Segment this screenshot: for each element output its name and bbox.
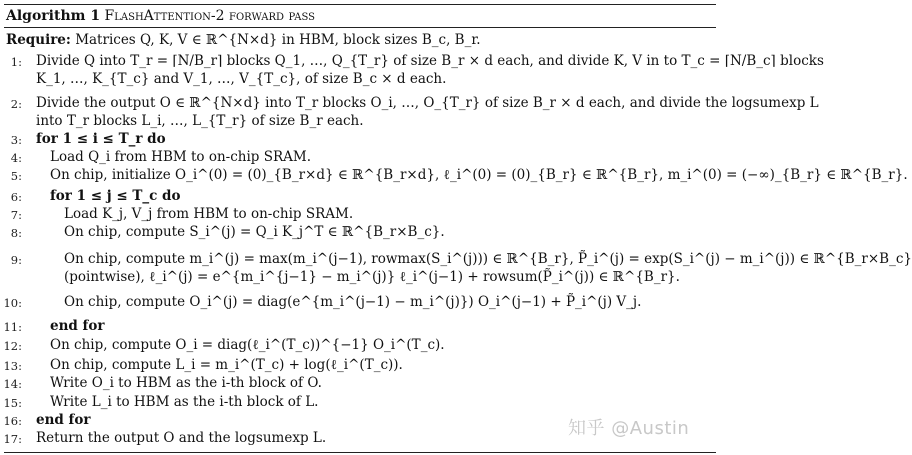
line-number: 17:: [3, 432, 22, 446]
line-text: On chip, compute O_i^(j) = diag(e^{m_i^(j−1) − m_i^(j)}) O_i^(j−1) + P̃_i^(j) V_j.: [64, 294, 642, 310]
line-number: 13:: [3, 359, 22, 373]
line-number: 14:: [3, 377, 22, 391]
line-text: On chip, initialize O_i^(0) = (0)_{B_r×d} ∈ ℝ^{B_r×d}, ℓ_i^(0) = (0)_{B_r} ∈ ℝ^{B_r}, m_i^(0) = (−∞)_{B_r} ∈ ℝ^{B_r}.: [50, 167, 908, 183]
line-text: Divide Q into T_r = ⌈N/B_r⌉ blocks Q_1, …, Q_{T_r} of size B_r × d each, and divide K, V in to T_c = ⌈N/B_c⌉ blocks: [36, 53, 824, 69]
algorithm-label: Algorithm 1: [6, 8, 101, 24]
require-keyword: Require:: [6, 32, 71, 48]
algorithm-title: [6, 7, 720, 25]
line-number: 7:: [10, 208, 22, 222]
line-number: 2:: [10, 97, 22, 111]
require-text: Matrices Q, K, V ∈ ℝ^{N×d} in HBM, block sizes B_c, B_r.: [75, 32, 481, 48]
title-rule: [4, 27, 716, 28]
line-number: 12:: [3, 339, 22, 353]
line-text: Write L_i to HBM as the i-th block of L.: [50, 394, 319, 410]
bottom-rule: [4, 452, 716, 453]
line-text: (pointwise), ℓ_i^(j) = e^{m_i^{j−1} − m_i^(j)} ℓ_i^(j−1) + rowsum(P̃_i^(j)) ∈ ℝ^{B_r}.: [64, 269, 680, 285]
line-number: 16:: [3, 414, 22, 428]
line-number: 5:: [10, 169, 22, 183]
algorithm-name: FlashAttention-2 forward pass: [104, 8, 316, 24]
line-number: 4:: [10, 151, 22, 165]
line-text: Divide the output O ∈ ℝ^{N×d} into T_r blocks O_i, …, O_{T_r} of size B_r × d each, and divide the logsumexp L: [36, 95, 819, 111]
line-text: end for: [36, 412, 91, 428]
line-text: Load K_j, V_j from HBM to on-chip SRAM.: [64, 206, 354, 222]
line-text: for 1 ≤ j ≤ T_c do: [50, 188, 181, 204]
line-text: Return the output O and the logsumexp L.: [36, 430, 327, 446]
watermark: 知乎 @Austin: [568, 418, 690, 439]
line-number: 1:: [10, 55, 22, 69]
line-number: 9:: [10, 253, 22, 267]
line-text: Write O_i to HBM as the i-th block of O.: [50, 375, 322, 391]
line-text: On chip, compute L_i = m_i^(T_c) + log(ℓ_i^(T_c)).: [50, 357, 403, 373]
line-text: into T_r blocks L_i, …, L_{T_r} of size B_r each.: [36, 113, 364, 129]
line-number: 10:: [3, 296, 22, 310]
top-rule: [4, 4, 716, 5]
line-number: 11:: [3, 320, 22, 334]
line-text: On chip, compute S_i^(j) = Q_i K_j^T ∈ ℝ^{B_r×B_c}.: [64, 224, 445, 240]
line-number: 8:: [10, 226, 22, 240]
line-number: 15:: [3, 396, 22, 410]
line-text: for 1 ≤ i ≤ T_r do: [36, 131, 166, 147]
line-number: 6:: [10, 190, 22, 204]
line-text: end for: [50, 318, 105, 334]
line-text: Load Q_i from HBM to on-chip SRAM.: [50, 149, 311, 165]
line-text: On chip, compute O_i = diag(ℓ_i^(T_c))^{−1} O_i^(T_c).: [50, 337, 445, 353]
line-number: 3:: [10, 133, 22, 147]
require-line: [6, 31, 720, 49]
line-text: On chip, compute m_i^(j) = max(m_i^(j−1), rowmax(S_i^(j))) ∈ ℝ^{B_r}, P̃_i^(j) = exp(S_i^(j) − m_i^(j)) ∈ ℝ^{B_r×B_c}: [64, 251, 912, 267]
line-text: K_1, …, K_{T_c} and V_1, …, V_{T_c}, of size B_c × d each.: [36, 71, 447, 87]
